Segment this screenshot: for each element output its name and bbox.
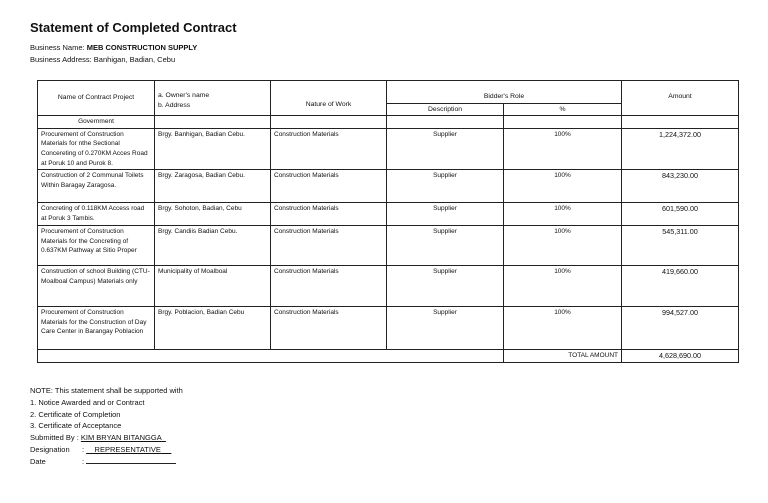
table-row (38, 266, 739, 307)
header-amount: Amount (622, 81, 739, 116)
business-address: Banhigan, Badian, Cebu (93, 55, 176, 64)
cell-nature: Construction Materials (271, 128, 387, 169)
date-colon: : (82, 456, 85, 466)
submitted-by-value: KIM BRYAN BITANGGA (80, 433, 162, 443)
designation-line (30, 444, 183, 456)
date-blank-line (86, 456, 176, 464)
cell-nature: Construction Materials (271, 307, 387, 350)
business-name: MEB CONSTRUCTION SUPPLY (86, 43, 198, 52)
cell-amount: 601,590.00 (622, 203, 739, 226)
cell-amount: 1,224,372.00 (622, 128, 739, 169)
cell-project: Procurement of Construction Materials for nthe Sectional Concereting of 0.270KM Acces Road at Poruk 10 and Purok 8. (38, 128, 155, 169)
cell-project: Procurement of Construction Materials for the Concreting of 0.637KM Pathway at Sitio Proper (38, 226, 155, 266)
date-label: Date (30, 456, 46, 466)
cell-owner: Brgy. Candiis Badian Cebu. (155, 226, 271, 266)
table-row (38, 307, 739, 350)
cell-percent: 100% (504, 266, 622, 307)
business-name-label: Business Name: (30, 43, 85, 52)
total-row (38, 350, 739, 363)
designation-text: REPRESENTATIVE (94, 444, 161, 454)
designation-value (86, 445, 171, 454)
header-owner-a: a. Owner's name (158, 92, 210, 99)
notes (30, 385, 183, 468)
date-line (30, 456, 183, 468)
cell-project: Construction of 2 Communal Toilets Within Baragay Zaragosa. (38, 170, 155, 203)
cell-description: Supplier (387, 307, 504, 350)
cell-owner: Municipality of Moalboal (155, 266, 271, 307)
header-bidders-role: Bidder's Role (387, 81, 622, 104)
cell-amount: 545,311.00 (622, 226, 739, 266)
cell-percent: 100% (504, 203, 622, 226)
header-description: Description (387, 103, 504, 116)
table-row (38, 203, 739, 226)
cell-owner: Brgy. Sohoton, Badian, Cebu (155, 203, 271, 226)
cell-percent: 100% (504, 170, 622, 203)
page-title: Statement of Completed Contract (30, 20, 237, 35)
header-nature: Nature of Work (271, 81, 387, 116)
business-address-line (30, 55, 175, 64)
header-percent: % (504, 103, 622, 116)
business-address-label: Business Address: (30, 55, 92, 64)
submitted-by-line (30, 432, 183, 444)
table-row (38, 128, 739, 169)
designation-label: Designation (30, 444, 70, 454)
table-row (38, 170, 739, 203)
cell-amount: 843,230.00 (622, 170, 739, 203)
cell-description: Supplier (387, 226, 504, 266)
cell-owner: Brgy. Banhigan, Badian Cebu. (155, 128, 271, 169)
header-owner-b: b. Address (158, 101, 191, 109)
cell-percent: 100% (504, 307, 622, 350)
note-item-2: 2. Certificate of Completion (30, 409, 121, 419)
note-intro: NOTE: This statement shall be supported with (30, 386, 183, 395)
cell-nature: Construction Materials (271, 170, 387, 203)
cell-description: Supplier (387, 128, 504, 169)
cell-description: Supplier (387, 203, 504, 226)
designation-colon: : (82, 444, 85, 454)
business-name-line (30, 43, 197, 52)
cell-amount: 994,527.00 (622, 307, 739, 350)
cell-nature: Construction Materials (271, 226, 387, 266)
total-amount: 4,628,690.00 (622, 350, 739, 363)
cell-percent: 100% (504, 226, 622, 266)
cell-owner: Brgy. Zaragosa, Badian Cebu. (155, 170, 271, 203)
table-row (38, 226, 739, 266)
header-owner (155, 81, 271, 116)
cell-description: Supplier (387, 170, 504, 203)
total-label: TOTAL AMOUNT (504, 350, 622, 363)
note-item-1: 1. Notice Awarded and or Contract (30, 397, 145, 407)
submitted-by-label: Submitted By : (30, 433, 79, 443)
cell-project: Procurement of Construction Materials for the Construction of Day Care Center in Barangay Poblacion (38, 307, 155, 350)
cell-percent: 100% (504, 128, 622, 169)
cell-owner: Brgy. Poblacion, Badian Cebu (155, 307, 271, 350)
cell-project: Construction of school Building (CTU-Moalboal Campus) Materials only (38, 266, 155, 307)
header-project: Name of Contract Project (38, 81, 155, 116)
cell-nature: Construction Materials (271, 266, 387, 307)
contracts-table (37, 80, 739, 363)
cell-project: Concreting of 0.118KM Access road at Poruk 3 Tambis. (38, 203, 155, 226)
note-item-3: 3. Certificate of Acceptance (30, 421, 122, 431)
cell-amount: 419,660.00 (622, 266, 739, 307)
cell-nature: Construction Materials (271, 203, 387, 226)
cell-description: Supplier (387, 266, 504, 307)
section-government: Government (38, 116, 155, 129)
